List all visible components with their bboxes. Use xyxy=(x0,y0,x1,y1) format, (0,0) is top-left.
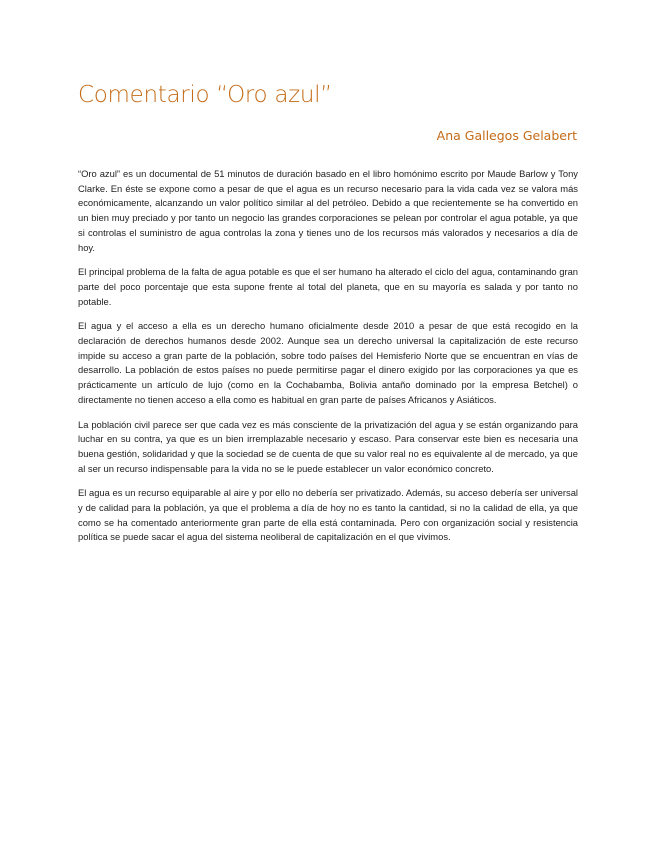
document-title: Comentario “Oro azul” xyxy=(78,82,332,108)
paragraph-2: El principal problema de la falta de agua potable es que el ser humano ha alterado el ciclo del agua, contaminando gran parte del poco porcentaje que esta supone frente al total del planeta, que en su mayoría es salada y por tanto no potable. xyxy=(78,266,578,307)
document-body xyxy=(78,167,578,555)
paragraph-4: La población civil parece ser que cada vez es más consciente de la privatización del agua y se están organizando para luchar en su contra, ya que es un bien irremplazable necesario y escaso. Para conservar este bien es necesaria una buena gestión, solidaridad y que la sociedad se de cuenta de que su valor real no es equivalente al de mercado, ya que al ser un recurso indispensable para la vida no se le puede establecer un valor económico concreto. xyxy=(78,418,578,474)
paragraph-3: El agua y el acceso a ella es un derecho humano oficialmente desde 2010 a pesar de que está recogido en la declaración de derechos humanos desde 2002. Aunque sea un derecho universal la capitalización de este recurso impide su acceso a gran parte de la población, sobre todo países del Hemisferio Norte que se encuentran en vías de desarrollo. La población de estos países no puede permitirse pagar el dinero exigido por las corporaciones ya que es prácticamente un artículo de lujo (como en la Cochabamba, Bolivia antaño dominado por la empresa Betchel) o directamente no tienen acceso a ella como es habitual en gran parte de países Africanos y Asiáticos. xyxy=(78,320,578,405)
author-name: Ana Gallegos Gelabert xyxy=(436,128,577,143)
paragraph-5: El agua es un recurso equiparable al aire y por ello no debería ser privatizado. Además, su acceso debería ser universal y de calidad para la población, ya que el problema a día de hoy no es tanto la cantidad, si no la calidad de ella, ya que como se ha comentado anteriormente gran parte de ella está contaminada. Pero con organización social y resistencia política se puede sacar el agua del sistema neoliberal de capitalización en el que vivimos. xyxy=(78,487,578,543)
paragraph-1: “Oro azul” es un documental de 51 minutos de duración basado en el libro homónimo escrito por Maude Barlow y Tony Clarke. En éste se expone como a pesar de que el agua es un recurso necesario para la vida cada vez se valora más económicamente, alcanzando un valor político similar al del petróleo. Debido a que recientemente se ha convertido en un bien muy preciado y por tanto un negocio las grandes corporaciones se pelean por controlar el agua potable, ya que si controlas el suministro de agua controlas la zona y tienes uno de los recursos más valorados y necesarios a día de hoy. xyxy=(78,168,578,253)
